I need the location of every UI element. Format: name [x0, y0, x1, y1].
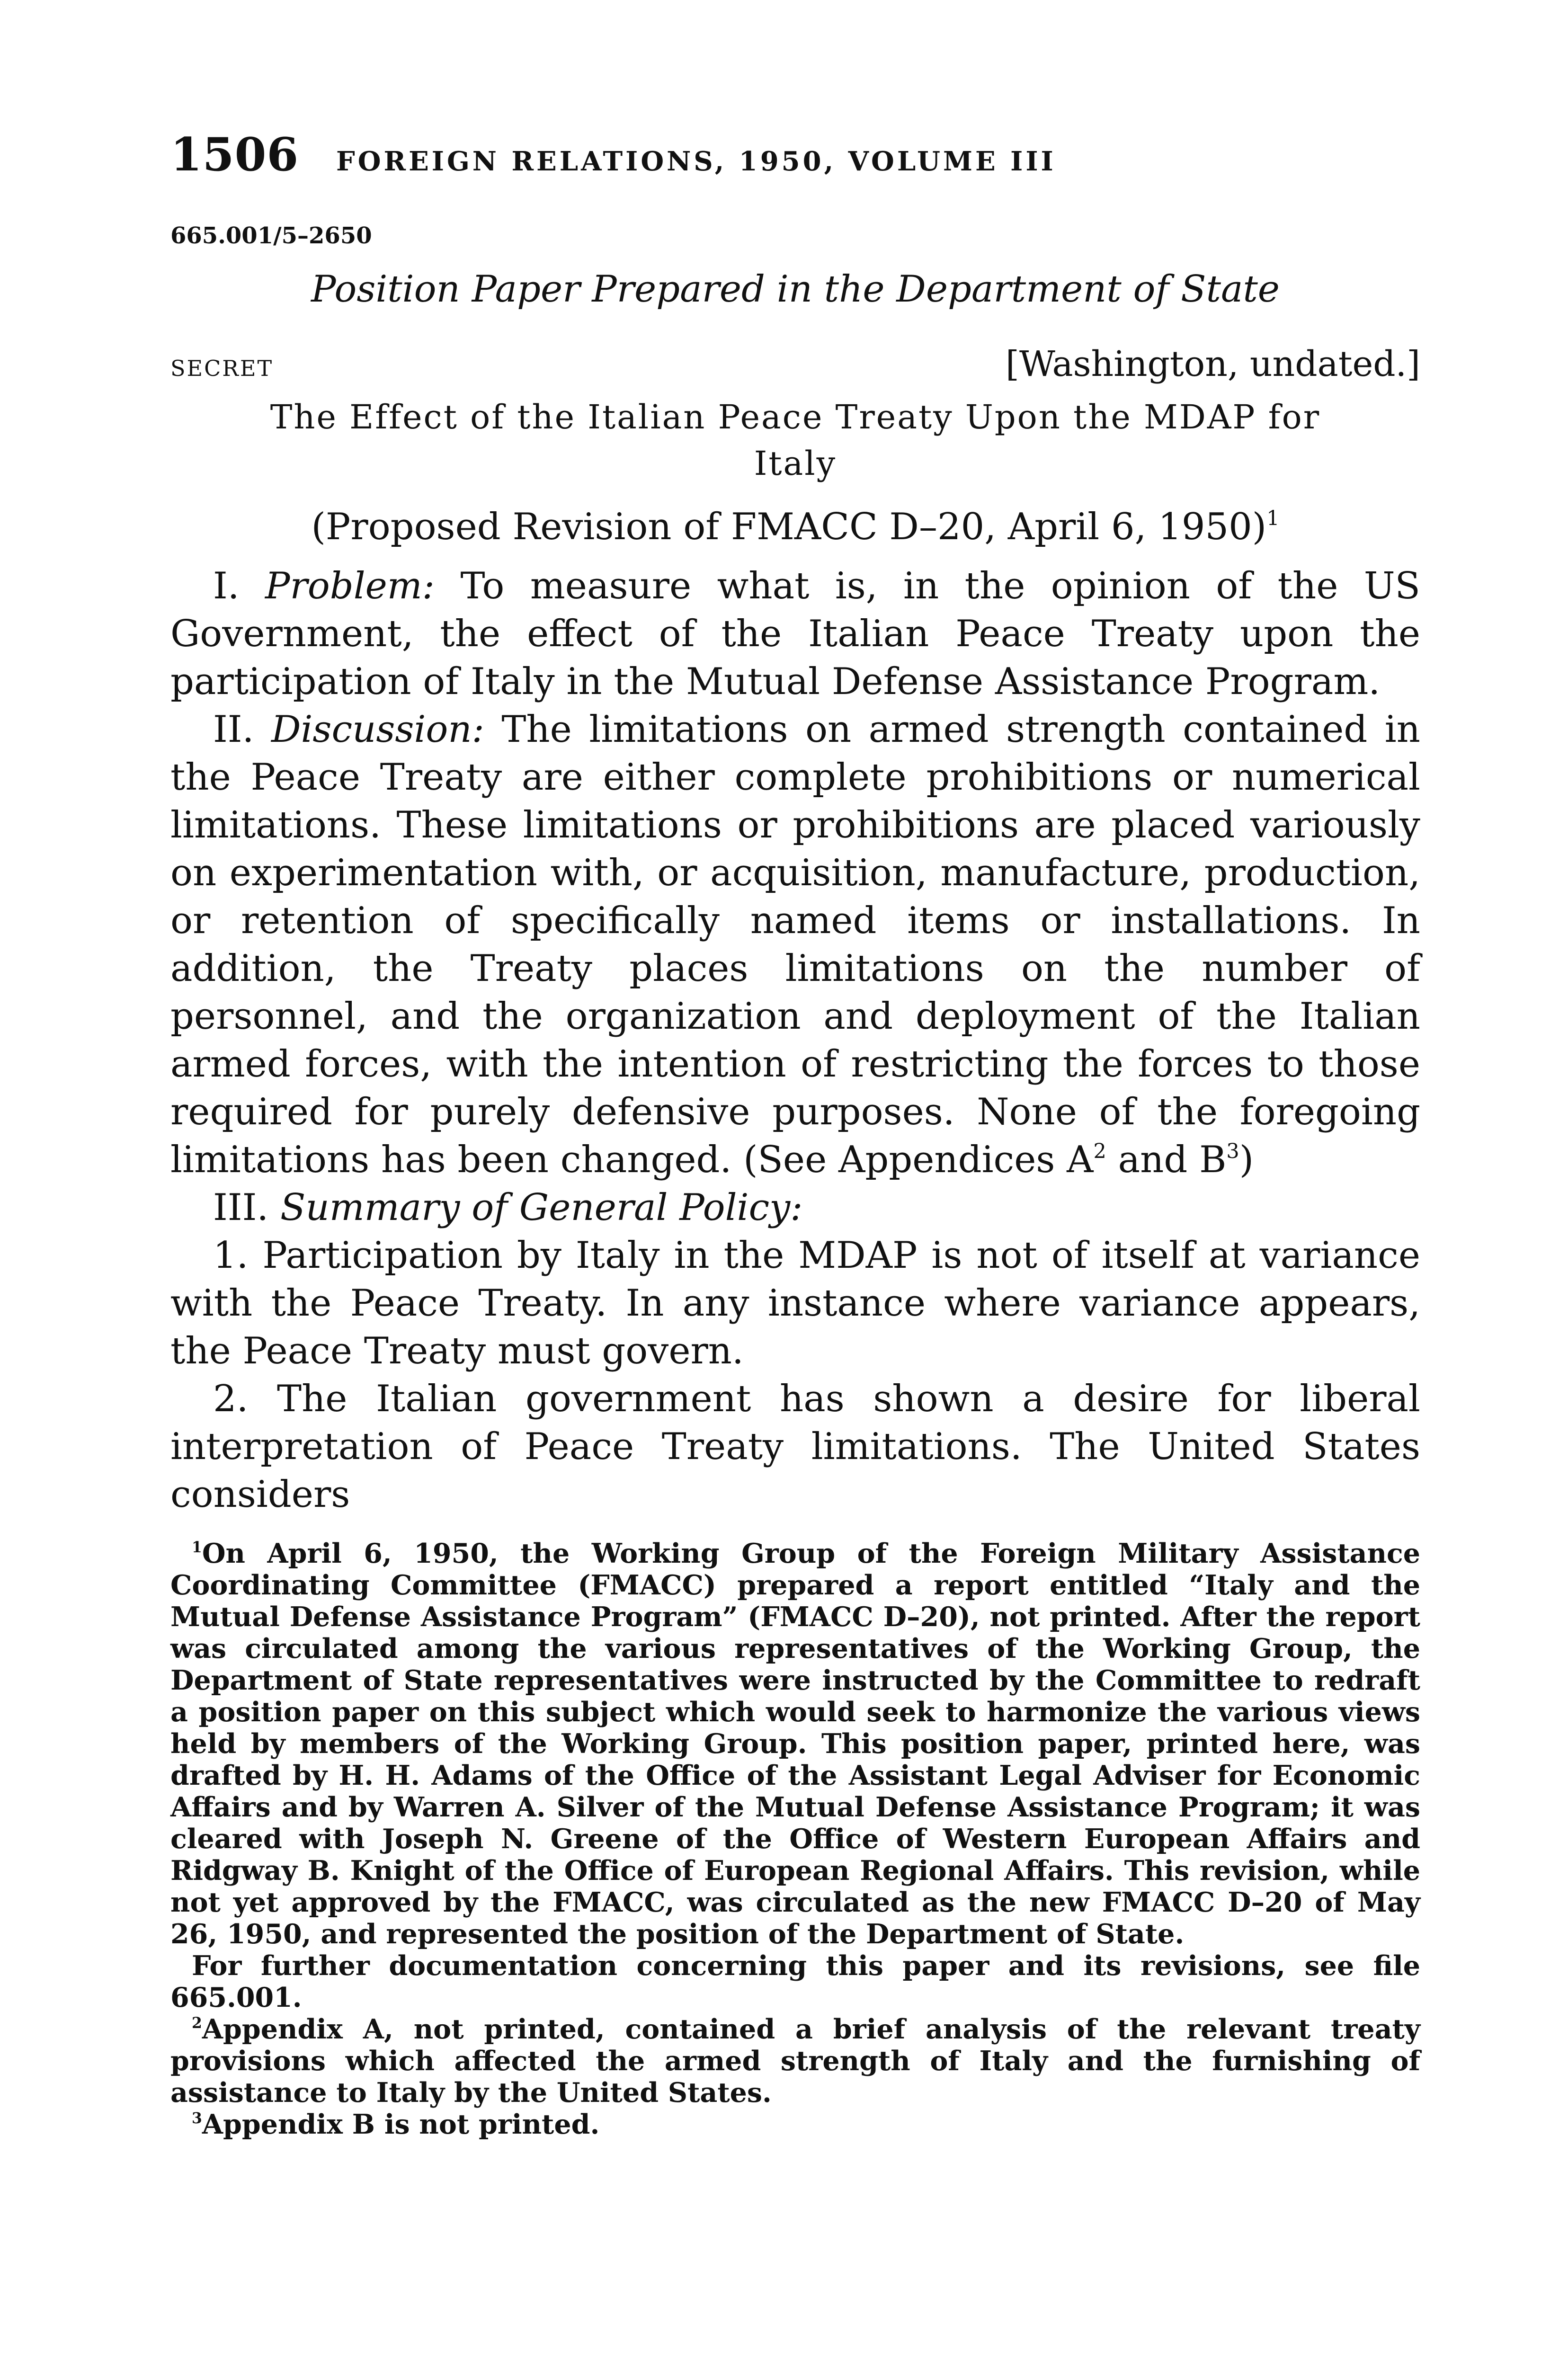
- footnote-1-mark: 1: [192, 1539, 202, 1557]
- footnote-2: [170, 2013, 1420, 2109]
- footnote-2-mark: 2: [192, 2015, 202, 2032]
- summary-label: III.: [213, 1186, 281, 1229]
- discussion-heading: Discussion:: [271, 708, 484, 751]
- problem-heading: Problem:: [265, 565, 435, 607]
- summary-heading: Summary of General Policy:: [280, 1186, 803, 1229]
- subject-heading: [170, 394, 1420, 487]
- problem-text: To measure what is, in the opinion of the US Government, the effect of the Italian Peace Treaty upon the participation of Italy in the Mutual Defense Assistance Program.: [170, 565, 1420, 703]
- classification-marking: SECRET: [170, 356, 274, 381]
- paragraph-discussion: [170, 706, 1420, 1184]
- discussion-text: The limitations on armed strength contained in the Peace Treaty are either complete prohibitions or numerical limitations. These limitations or prohibitions are placed variously on experimentation with, or acquisition, manufacture, production, or retention of specifically named items or installations. In addition, the Treaty places limitations on the number of personnel, and the organization and deployment of the Italian armed forces, with the intention of restricting the forces to those required for purely defensive purposes. None of the foregoing limitations has been changed. (See Appendices A: [170, 708, 1420, 1181]
- place-date: [Washington, undated.]: [1005, 344, 1420, 384]
- running-head: FOREIGN RELATIONS, 1950, VOLUME III: [336, 146, 1056, 177]
- footnote-3-text: Appendix B is not printed.: [202, 2109, 600, 2140]
- classification-line: [170, 344, 1420, 384]
- footnote-1: [170, 1538, 1420, 1950]
- revision-text: (Proposed Revision of FMACC D–20, April 6, 1950): [311, 506, 1267, 548]
- footnote-1-text: On April 6, 1950, the Working Group of the Foreign Military Assistance Coordinating Committee (FMACC) prepared a report entitled “Italy and the Mutual Defense Assistance Program” (FMACC D–20), not printed. After the report was circulated among the various representatives of the Working Group, the Department of State representatives were instructed by the Committee to redraft a position paper on this subject which would seek to harmonize the various views held by members of the Working Group. This position paper, printed here, was drafted by H. H. Adams of the Office of the Assistant Legal Adviser for Economic Affairs and by Warren A. Silver of the Mutual Defense Assistance Program; it was cleared with Joseph N. Greene of the Office of Western European Affairs and Ridgway B. Knight of the Office of European Regional Affairs. This revision, while not yet approved by the FMACC, was circulated as the new FMACC D–20 of May 26, 1950, and represented the position of the Department of State.: [170, 1538, 1420, 1950]
- paragraph-point-2: 2. The Italian government has shown a desire for liberal interpretation of Peace Treaty limitations. The United States considers: [170, 1378, 1420, 1516]
- paragraph-problem: [170, 562, 1420, 706]
- footnote-1-continued: For further documentation concerning this paper and its revisions, see file 665.001.: [170, 1950, 1420, 2013]
- document-title: Position Paper Prepared in the Department of State: [311, 268, 1280, 311]
- discussion-and-b: and B: [1106, 1139, 1227, 1181]
- problem-label: I.: [213, 565, 266, 607]
- footnote-ref-3: 3: [1226, 1139, 1239, 1163]
- page-number: 1506: [170, 128, 299, 181]
- paragraph-summary-heading: [170, 1184, 1420, 1232]
- footnote-3-mark: 3: [192, 2110, 202, 2127]
- footnote-ref-1: 1: [1266, 506, 1280, 530]
- footnote-2-text: Appendix A, not printed, contained a brief analysis of the relevant treaty provisions which affected the armed strength of Italy and the furnishing of assistance to Italy by the United States.: [170, 2013, 1420, 2109]
- footnote-ref-2: 2: [1093, 1139, 1106, 1163]
- subject-line-1: The Effect of the Italian Peace Treaty Upon the MDAP for: [270, 398, 1321, 436]
- subject-line-2: Italy: [754, 444, 837, 483]
- discussion-label: II.: [213, 708, 271, 751]
- body-text: [170, 562, 1420, 1519]
- footnotes: [170, 1538, 1420, 2140]
- file-number: 665.001/5–2650: [170, 222, 372, 249]
- footnote-3: [170, 2109, 1420, 2140]
- discussion-close: ): [1239, 1139, 1254, 1181]
- revision-note: [170, 506, 1420, 548]
- page-content: [170, 128, 1420, 2140]
- page-header: [170, 128, 1420, 213]
- paragraph-point-1: 1. Participation by Italy in the MDAP is not of itself at variance with the Peace Treaty. In any instance where variance appears, the Peace Treaty must govern.: [170, 1234, 1420, 1372]
